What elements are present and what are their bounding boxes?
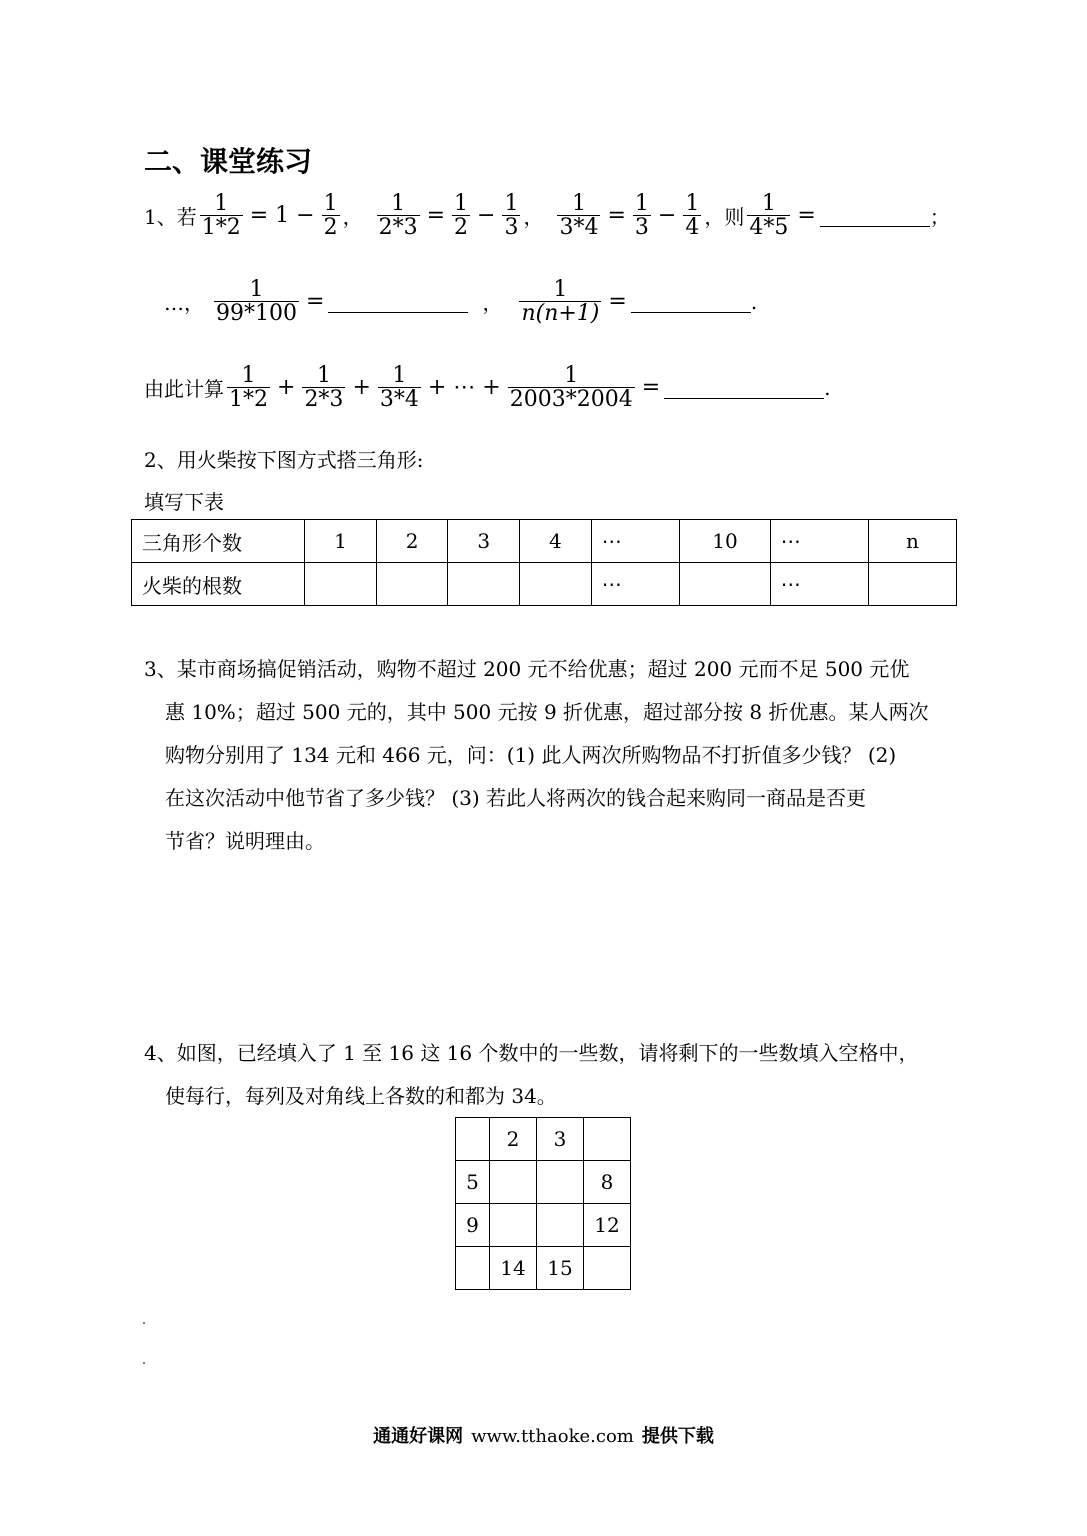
fraction-1-over-1x2: $\frac{1}{1*2}$ xyxy=(201,191,241,241)
fraction-1-over-2003x2004: $\frac{1}{2003*2004}$ xyxy=(509,363,633,413)
table-row xyxy=(456,1161,631,1204)
grid-cell: 12 xyxy=(584,1204,631,1247)
grid-cell[interactable] xyxy=(490,1204,537,1247)
q1-line2: …， $\frac{1}{99*100}$ = ， $\frac{1}{n(n+1)}$ = . xyxy=(164,277,758,327)
answer-cell[interactable] xyxy=(680,563,770,606)
answer-blank-1[interactable] xyxy=(820,204,930,227)
q3-paragraph: 3、某市商场搞促销活动，购物不超过 200 元不给优惠；超过 200 元而不足 500 元优 惠 10%；超过 500 元的，其中 500 元按 9 折优惠，超过部分按 8 折优惠。某人两次 购物分别用了 134 元和 466 元，问：(1) 此人两次所购物品不打折值多少钱？ (2) 在这次活动中他节省了多少钱？ (3) 若此人将两次的钱合起来购同一商品是否更 节省？说明理由。 xyxy=(144,657,929,853)
fraction-1-over-3x4: $\frac{1}{3*4}$ xyxy=(559,191,599,241)
fraction-1-over-4x5: $\frac{1}{4*5}$ xyxy=(749,191,789,241)
section-title: 二、课堂练习 xyxy=(144,145,313,178)
table-row xyxy=(456,1247,631,1290)
grid-cell: 3 xyxy=(537,1118,584,1161)
fraction-1-over-2: $\frac{1}{2}$ xyxy=(323,191,338,241)
answer-blank-3[interactable] xyxy=(631,290,751,313)
grid-cell[interactable] xyxy=(537,1204,584,1247)
stray-dot xyxy=(143,1362,145,1364)
magic-square-grid xyxy=(455,1117,631,1290)
page-footer xyxy=(0,1422,1087,1448)
answer-blank-2[interactable] xyxy=(328,290,468,313)
q2-subtext: 填写下表 xyxy=(144,490,224,514)
fraction-1-over-99x100: $\frac{1}{99*100}$ xyxy=(216,277,297,327)
grid-cell[interactable] xyxy=(456,1247,490,1290)
grid-cell[interactable] xyxy=(584,1247,631,1290)
table-header-cell: 三角形个数 xyxy=(132,520,305,563)
answer-cell[interactable] xyxy=(376,563,448,606)
q4-paragraph: 4、如图，已经填入了 1 至 16 这 16 个数中的一些数，请将剩下的一些数填入空格中， 使每行，每列及对角线上各数的和都为 34。 xyxy=(144,1041,919,1108)
table-row: 火柴的根数 ⋯ ⋯ xyxy=(132,563,957,606)
answer-cell[interactable] xyxy=(305,563,377,606)
fraction-1-over-n-n-plus-1: $\frac{1}{n(n+1)}$ xyxy=(521,277,600,327)
answer-blank-4[interactable] xyxy=(664,376,824,399)
q1-prefix: 1、若 xyxy=(144,205,197,230)
q1-line1: 1、若 $\frac{1}{1*2}$ = 1 − $\frac{1}{2}$ ， $\frac{1}{2*3}$ = $\frac{1}{2}$ − $\frac{1}{3}$ ， $\frac{1}{3*4}$ = $\frac{1}{3}$ − $\frac{1}{4}$ ， 则 $\frac{1}{4*5}$ = ； xyxy=(144,191,950,241)
table-row: 三角形个数 1 2 3 4 ⋯ 10 ⋯ n xyxy=(132,520,957,563)
grid-cell: 15 xyxy=(537,1247,584,1290)
footer-site-name: 通通好课网 xyxy=(373,1426,464,1447)
grid-cell: 5 xyxy=(456,1161,490,1204)
grid-cell[interactable] xyxy=(537,1161,584,1204)
grid-cell: 2 xyxy=(490,1118,537,1161)
table-header-cell: 火柴的根数 xyxy=(132,563,305,606)
table-row xyxy=(456,1204,631,1247)
grid-cell[interactable] xyxy=(490,1161,537,1204)
grid-cell[interactable] xyxy=(584,1118,631,1161)
fraction-1-over-2x3: $\frac{1}{2*3}$ xyxy=(378,191,418,241)
footer-url[interactable]: www.tthaoke.com xyxy=(471,1426,634,1447)
footer-download-text: 提供下载 xyxy=(641,1426,714,1447)
grid-cell: 8 xyxy=(584,1161,631,1204)
grid-cell: 9 xyxy=(456,1204,490,1247)
grid-cell[interactable] xyxy=(456,1118,490,1161)
answer-cell[interactable] xyxy=(520,563,592,606)
answer-cell[interactable] xyxy=(448,563,520,606)
table-row xyxy=(456,1118,631,1161)
grid-cell: 14 xyxy=(490,1247,537,1290)
q2-text: 2、用火柴按下图方式搭三角形: xyxy=(144,448,424,472)
stray-dot xyxy=(143,1322,145,1324)
matchstick-table xyxy=(131,519,957,606)
q1-line3: 由此计算 $\frac{1}{1*2}$ + $\frac{1}{2*3}$ + $\frac{1}{3*4}$ + ⋯ + $\frac{1}{2003*2004}$ = . xyxy=(144,363,831,413)
answer-cell[interactable] xyxy=(868,563,956,606)
